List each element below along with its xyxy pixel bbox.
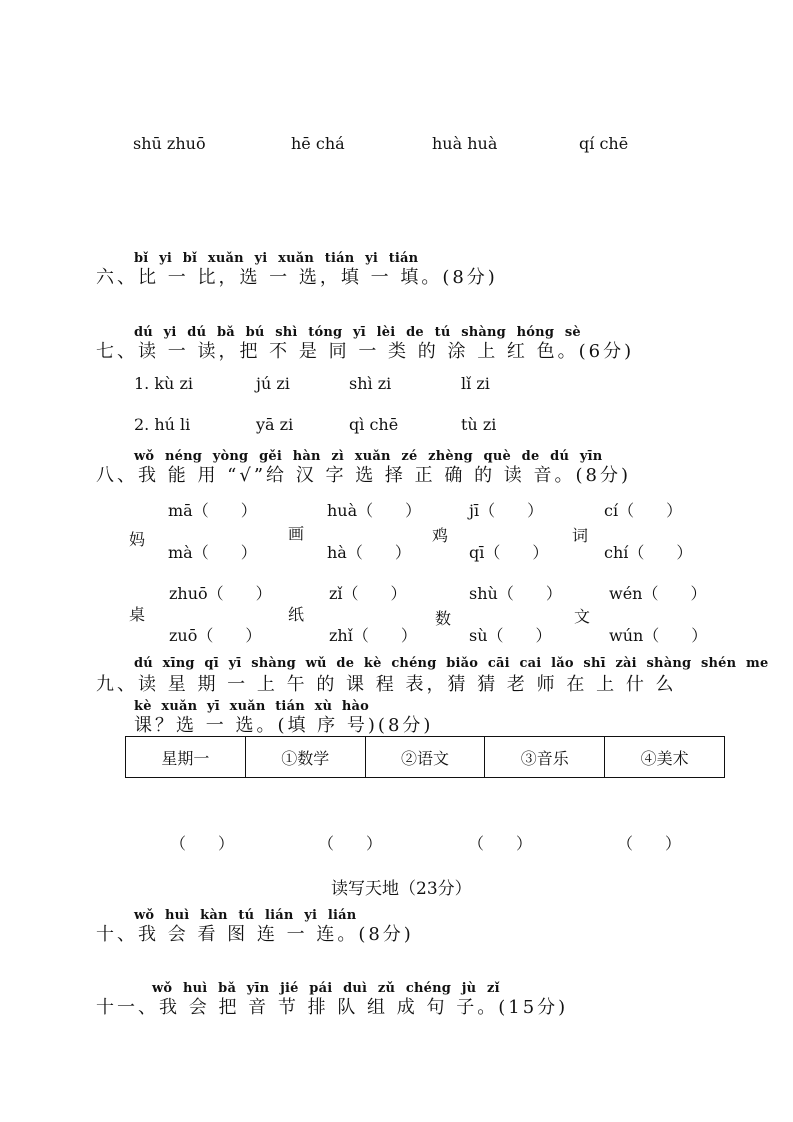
q8-option-wen-1[interactable]: wén（ ） (609, 584, 707, 603)
q8-option-ji-1[interactable]: jī（ ） (469, 501, 544, 520)
q9-pinyin-line2: kè xuǎn yī xuǎn tián xù hào (134, 699, 370, 714)
q9-pinyin-line1: dú xīng qī yī shàng wǔ de kè chéng biǎo cāi cai lǎo shī zài shàng shén me (134, 656, 769, 671)
q6-title: 六、比 一 比，选 一 选，填 一 填。(8分) (96, 267, 498, 288)
top-pinyin-2: hē chá (291, 134, 345, 153)
schedule-subject-1: ①数学 (245, 737, 365, 778)
q8-char-hua: 画 (288, 524, 305, 543)
q6-pinyin: bǐ yi bǐ xuǎn yi xuǎn tián yi tián (134, 251, 419, 266)
q7-row1-item4: lǐ zi (461, 374, 490, 393)
q8-char-zhi: 纸 (288, 605, 305, 624)
q8-pinyin: wǒ néng yòng gěi hàn zì xuǎn zé zhèng què de dú yīn (134, 449, 603, 464)
q8-option-ma-2[interactable]: mà（ ） (168, 543, 257, 562)
q7-row1-item3: shì zi (349, 374, 392, 393)
top-pinyin-4: qí chē (579, 134, 629, 153)
q8-option-shu-2[interactable]: sù（ ） (469, 626, 552, 645)
q8-char-zhuo: 桌 (129, 605, 146, 624)
q7-row2-item2: yā zi (256, 415, 294, 434)
q9-title-line2: 课？选 一 选。(填 序 号)(8分) (134, 715, 434, 736)
q8-option-zhuo-2[interactable]: zuō（ ） (169, 626, 262, 645)
schedule-subject-2: ②语文 (365, 737, 485, 778)
q7-pinyin: dú yi dú bǎ bú shì tóng yī lèi de tú shàng hóng sè (134, 325, 581, 340)
q11-pinyin: wǒ huì bǎ yīn jié pái duì zǔ chéng jù zǐ (152, 981, 500, 996)
q8-char-ji: 鸡 (432, 526, 449, 545)
q8-option-zhuo-1[interactable]: zhuō（ ） (169, 584, 272, 603)
schedule-day-cell: 星期一 (126, 737, 246, 778)
q10-pinyin: wǒ huì kàn tú lián yi lián (134, 908, 357, 923)
section-title: 读写天地（23分） (331, 879, 472, 899)
q7-title: 七、读 一 读，把 不 是 同 一 类 的 涂 上 红 色。(6分) (96, 341, 635, 362)
q9-answer-4[interactable]: （ ） (617, 834, 682, 853)
schedule-subject-4: ④美术 (605, 737, 725, 778)
q8-option-hua-2[interactable]: hà（ ） (327, 543, 411, 562)
q8-option-ji-2[interactable]: qī（ ） (469, 543, 549, 562)
q8-char-wen: 文 (574, 607, 591, 626)
q8-option-hua-1[interactable]: huà（ ） (327, 501, 422, 520)
q9-title-line1: 九、读 星 期 一 上 午 的 课 程 表，猜 猜 老 师 在 上 什 么 (96, 674, 677, 695)
q8-char-shu: 数 (435, 609, 452, 628)
q8-char-ma: 妈 (129, 530, 146, 549)
schedule-table (125, 736, 725, 778)
q8-option-shu-1[interactable]: shù（ ） (469, 584, 562, 603)
q7-row2-item1: 2. hú li (134, 415, 191, 434)
q8-option-ci-2[interactable]: chí（ ） (604, 543, 693, 562)
q8-option-ci-1[interactable]: cí（ ） (604, 501, 683, 520)
q8-option-wen-2[interactable]: wún（ ） (609, 626, 708, 645)
q10-title: 十、我 会 看 图 连 一 连。(8分) (96, 924, 414, 945)
top-pinyin-1: shū zhuō (133, 134, 206, 153)
schedule-row (126, 737, 725, 778)
q7-row2-item4: tù zi (461, 415, 497, 434)
q9-answer-2[interactable]: （ ） (318, 834, 383, 853)
q8-option-zhi-1[interactable]: zǐ（ ） (329, 584, 407, 603)
q8-option-ma-1[interactable]: mā（ ） (168, 501, 257, 520)
q8-option-zhi-2[interactable]: zhǐ（ ） (329, 626, 417, 645)
q7-row1-item1: 1. kù zi (134, 374, 193, 393)
q9-answer-3[interactable]: （ ） (468, 834, 533, 853)
schedule-subject-3: ③音乐 (485, 737, 605, 778)
q8-char-ci: 词 (572, 526, 589, 545)
top-pinyin-3: huà huà (432, 134, 498, 153)
q8-title: 八、我 能 用 “√”给 汉 字 选 择 正 确 的 读 音。(8分) (96, 465, 632, 486)
q9-answer-1[interactable]: （ ） (170, 834, 235, 853)
q11-title: 十一、我 会 把 音 节 排 队 组 成 句 子。(15分) (96, 997, 569, 1018)
q7-row2-item3: qì chē (349, 415, 399, 434)
q7-row1-item2: jú zi (256, 374, 290, 393)
